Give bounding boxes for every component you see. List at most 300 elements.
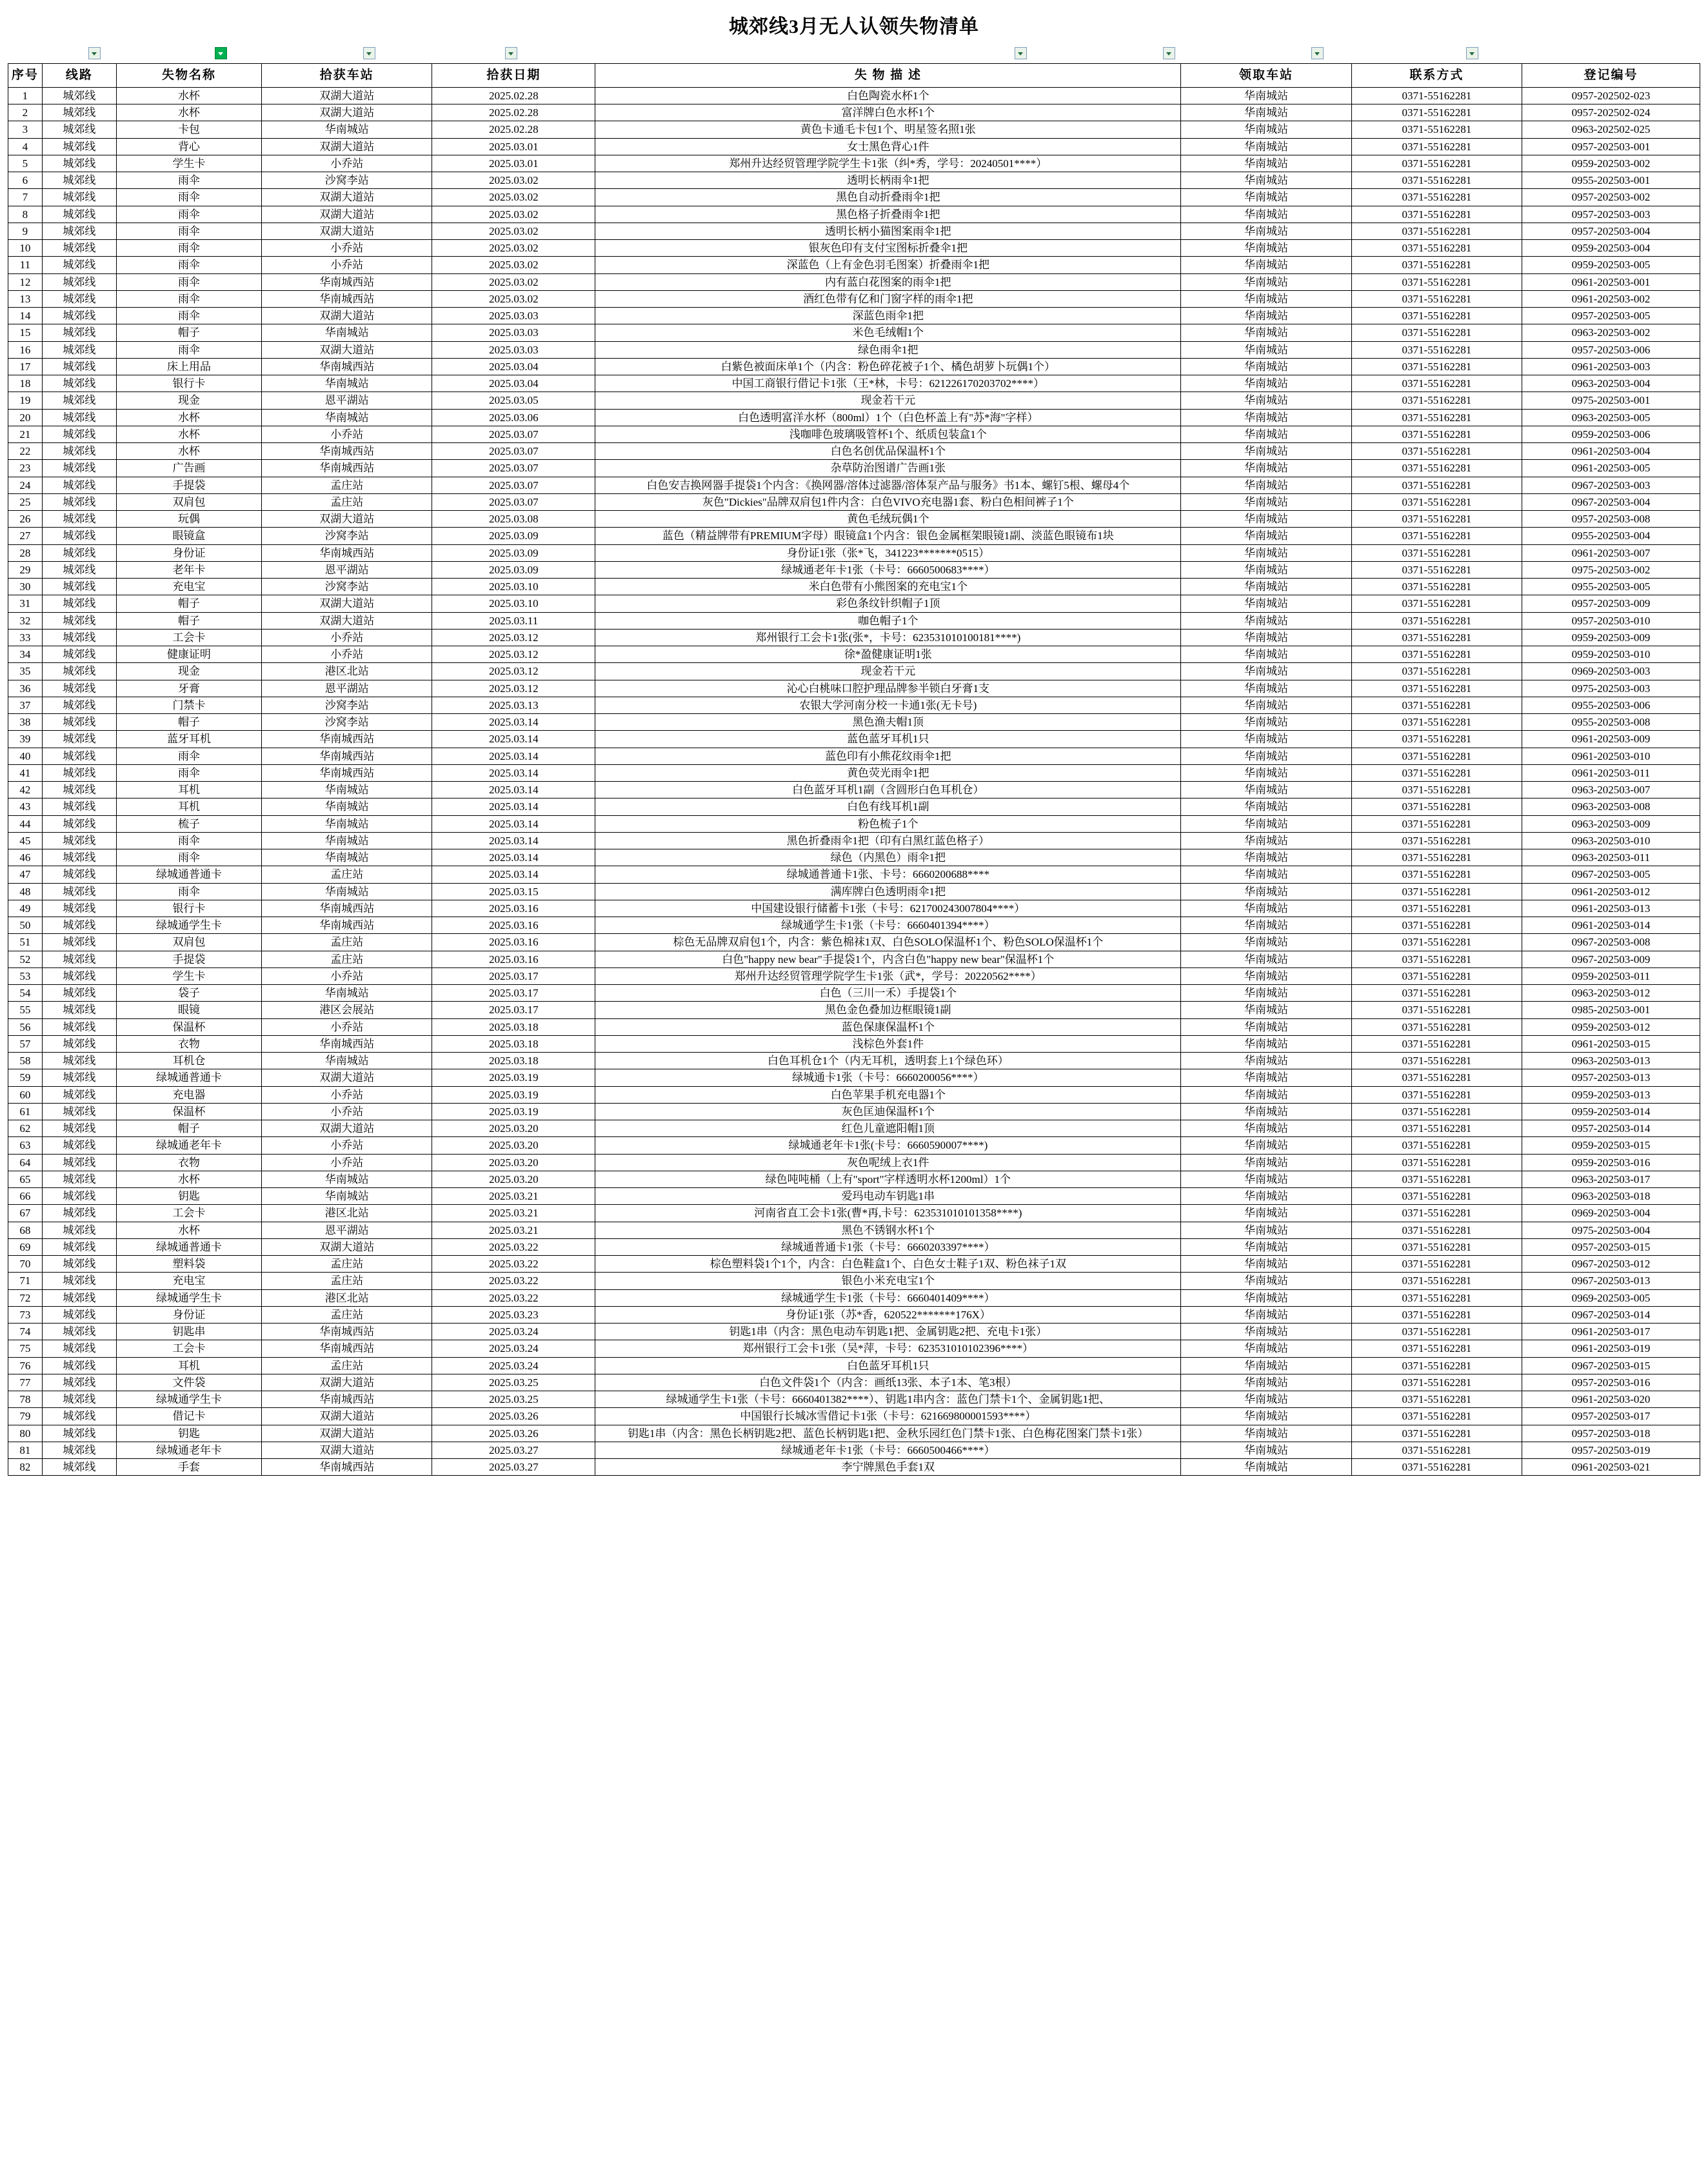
table-row [8, 1306, 1700, 1323]
cell-拾获日期: 2025.03.07 [432, 477, 595, 493]
cell-拾获车站: 华南城站 [262, 1188, 432, 1205]
table-row [8, 782, 1700, 798]
cell-联系方式: 0371-55162281 [1351, 460, 1522, 477]
table-row [8, 273, 1700, 290]
cell-联系方式: 0371-55162281 [1351, 1035, 1522, 1052]
cell-失 物 描 述: 身份证1张（苏*香，620522*******176X） [595, 1306, 1181, 1323]
cell-拾获车站: 双湖大道站 [262, 1120, 432, 1137]
cell-登记编号: 0961-202503-010 [1522, 748, 1700, 764]
cell-序号: 74 [8, 1324, 43, 1340]
cell-序号: 52 [8, 951, 43, 967]
cell-失 物 描 述: 白色陶瓷水杯1个 [595, 87, 1181, 104]
cell-拾获日期: 2025.02.28 [432, 104, 595, 121]
cell-联系方式: 0371-55162281 [1351, 1340, 1522, 1357]
cell-登记编号: 0963-202503-002 [1522, 324, 1700, 341]
cell-联系方式: 0371-55162281 [1351, 748, 1522, 764]
cell-联系方式: 0371-55162281 [1351, 731, 1522, 748]
cell-拾获日期: 2025.03.16 [432, 934, 595, 951]
table-row [8, 1035, 1700, 1052]
table-row [8, 815, 1700, 832]
cell-失 物 描 述: 白色有线耳机1副 [595, 798, 1181, 815]
cell-拾获车站: 小乔站 [262, 1154, 432, 1171]
cell-登记编号: 0963-202503-007 [1522, 782, 1700, 798]
cell-拾获车站: 小乔站 [262, 1103, 432, 1120]
cell-登记编号: 0961-202503-011 [1522, 764, 1700, 781]
cell-登记编号: 0969-202503-005 [1522, 1289, 1700, 1306]
cell-拾获日期: 2025.03.24 [432, 1357, 595, 1374]
cell-线路: 城郊线 [42, 511, 116, 528]
cell-拾获日期: 2025.03.14 [432, 748, 595, 764]
cell-联系方式: 0371-55162281 [1351, 528, 1522, 544]
table-row [8, 511, 1700, 528]
cell-联系方式: 0371-55162281 [1351, 832, 1522, 849]
cell-序号: 15 [8, 324, 43, 341]
cell-拾获日期: 2025.03.27 [432, 1459, 595, 1476]
cell-联系方式: 0371-55162281 [1351, 324, 1522, 341]
cell-拾获日期: 2025.03.20 [432, 1171, 595, 1187]
cell-登记编号: 0959-202503-009 [1522, 629, 1700, 646]
cell-拾获日期: 2025.03.01 [432, 155, 595, 172]
cell-拾获日期: 2025.03.20 [432, 1137, 595, 1154]
cell-拾获车站: 双湖大道站 [262, 104, 432, 121]
cell-拾获车站: 华南城站 [262, 409, 432, 426]
cell-拾获车站: 华南城西站 [262, 290, 432, 307]
table-row [8, 680, 1700, 697]
cell-失 物 描 述: 白紫色被面床单1个（内含：粉色碎花被子1个、橘色胡萝卜玩偶1个） [595, 358, 1181, 375]
cell-联系方式: 0371-55162281 [1351, 782, 1522, 798]
cell-领取车站: 华南城站 [1181, 1188, 1351, 1205]
cell-领取车站: 华南城站 [1181, 1002, 1351, 1018]
cell-失物名称: 绿城通普通卡 [116, 1238, 261, 1255]
cell-联系方式: 0371-55162281 [1351, 172, 1522, 189]
cell-线路: 城郊线 [42, 1120, 116, 1137]
table-row [8, 290, 1700, 307]
cell-拾获日期: 2025.03.09 [432, 561, 595, 578]
cell-登记编号: 0975-202503-001 [1522, 392, 1700, 409]
table-row [8, 646, 1700, 663]
chevron-down-icon[interactable] [88, 47, 101, 59]
cell-登记编号: 0963-202503-005 [1522, 409, 1700, 426]
column-header-6: 领取车站 [1181, 64, 1351, 88]
cell-拾获车站: 双湖大道站 [262, 612, 432, 629]
cell-线路: 城郊线 [42, 1171, 116, 1187]
cell-线路: 城郊线 [42, 934, 116, 951]
table-row [8, 528, 1700, 544]
cell-领取车站: 华南城站 [1181, 748, 1351, 764]
cell-序号: 70 [8, 1256, 43, 1273]
cell-失物名称: 绿城通普通卡 [116, 1069, 261, 1086]
cell-序号: 32 [8, 612, 43, 629]
cell-联系方式: 0371-55162281 [1351, 1289, 1522, 1306]
cell-拾获车站: 双湖大道站 [262, 87, 432, 104]
cell-拾获日期: 2025.03.27 [432, 1442, 595, 1458]
cell-登记编号: 0967-202503-012 [1522, 1256, 1700, 1273]
cell-失物名称: 蓝牙耳机 [116, 731, 261, 748]
cell-线路: 城郊线 [42, 392, 116, 409]
filter-cell-联系方式[interactable] [1177, 45, 1325, 62]
chevron-down-icon[interactable] [363, 47, 375, 59]
cell-失 物 描 述: 蓝色保康保温杯1个 [595, 1018, 1181, 1035]
cell-拾获日期: 2025.03.17 [432, 985, 595, 1002]
cell-线路: 城郊线 [42, 1205, 116, 1222]
cell-拾获日期: 2025.03.14 [432, 731, 595, 748]
cell-拾获车站: 双湖大道站 [262, 308, 432, 324]
cell-线路: 城郊线 [42, 341, 116, 358]
cell-线路: 城郊线 [42, 1018, 116, 1035]
cell-失 物 描 述: 富洋牌白色水杯1个 [595, 104, 1181, 121]
cell-领取车站: 华南城站 [1181, 358, 1351, 375]
cell-拾获日期: 2025.03.21 [432, 1205, 595, 1222]
cell-序号: 68 [8, 1222, 43, 1238]
cell-联系方式: 0371-55162281 [1351, 341, 1522, 358]
filter-cell-登记编号[interactable] [1325, 45, 1480, 62]
cell-拾获车站: 孟庄站 [262, 866, 432, 883]
cell-领取车站: 华南城站 [1181, 815, 1351, 832]
cell-失 物 描 述: 彩色条纹针织帽子1顶 [595, 595, 1181, 612]
cell-领取车站: 华南城站 [1181, 1238, 1351, 1255]
cell-失物名称: 帽子 [116, 595, 261, 612]
cell-序号: 80 [8, 1425, 43, 1442]
cell-序号: 78 [8, 1391, 43, 1408]
cell-领取车站: 华南城站 [1181, 409, 1351, 426]
chevron-down-icon[interactable] [1015, 47, 1027, 59]
column-header-4: 拾获日期 [432, 64, 595, 88]
cell-失物名称: 工会卡 [116, 1205, 261, 1222]
cell-序号: 14 [8, 308, 43, 324]
cell-线路: 城郊线 [42, 1256, 116, 1273]
cell-拾获日期: 2025.03.16 [432, 951, 595, 967]
cell-登记编号: 0963-202502-025 [1522, 121, 1700, 138]
table-row [8, 1137, 1700, 1154]
cell-线路: 城郊线 [42, 849, 116, 866]
cell-拾获车站: 华南城西站 [262, 748, 432, 764]
filter-cell-拾获日期[interactable] [377, 45, 519, 62]
cell-失物名称: 帽子 [116, 324, 261, 341]
cell-拾获日期: 2025.03.14 [432, 764, 595, 781]
cell-登记编号: 0967-202503-009 [1522, 951, 1700, 967]
cell-拾获日期: 2025.03.15 [432, 883, 595, 900]
cell-序号: 31 [8, 595, 43, 612]
cell-失 物 描 述: 蓝色印有小熊花纹雨伞1把 [595, 748, 1181, 764]
cell-拾获车站: 小乔站 [262, 967, 432, 984]
cell-联系方式: 0371-55162281 [1351, 392, 1522, 409]
cell-登记编号: 0961-202503-014 [1522, 917, 1700, 934]
cell-领取车站: 华南城站 [1181, 1205, 1351, 1222]
cell-失物名称: 工会卡 [116, 629, 261, 646]
cell-失物名称: 保温杯 [116, 1103, 261, 1120]
cell-领取车站: 华南城站 [1181, 1256, 1351, 1273]
cell-失 物 描 述: 现金若干元 [595, 392, 1181, 409]
cell-拾获车站: 华南城西站 [262, 460, 432, 477]
table-row [8, 663, 1700, 680]
cell-序号: 34 [8, 646, 43, 663]
cell-登记编号: 0975-202503-002 [1522, 561, 1700, 578]
cell-联系方式: 0371-55162281 [1351, 1425, 1522, 1442]
cell-拾获车站: 华南城西站 [262, 443, 432, 460]
cell-失物名称: 门禁卡 [116, 697, 261, 713]
cell-拾获车站: 双湖大道站 [262, 595, 432, 612]
chevron-down-icon-active[interactable] [215, 47, 227, 59]
cell-失 物 描 述: 女士黑色背心1件 [595, 138, 1181, 155]
cell-登记编号: 0959-202503-004 [1522, 240, 1700, 257]
cell-失 物 描 述: 绿城通老年卡1张（卡号：6660500466****） [595, 1442, 1181, 1458]
cell-联系方式: 0371-55162281 [1351, 189, 1522, 206]
chevron-down-icon[interactable] [1311, 47, 1324, 59]
table-row [8, 426, 1700, 442]
cell-拾获日期: 2025.03.07 [432, 460, 595, 477]
cell-拾获日期: 2025.03.20 [432, 1154, 595, 1171]
cell-联系方式: 0371-55162281 [1351, 1238, 1522, 1255]
table-row [8, 324, 1700, 341]
cell-登记编号: 0957-202503-017 [1522, 1408, 1700, 1425]
cell-线路: 城郊线 [42, 680, 116, 697]
cell-失物名称: 玩偶 [116, 511, 261, 528]
cell-领取车站: 华南城站 [1181, 528, 1351, 544]
table-row [8, 308, 1700, 324]
filter-cell-拾获车站[interactable] [228, 45, 377, 62]
cell-领取车站: 华南城站 [1181, 1306, 1351, 1323]
cell-失物名称: 袋子 [116, 985, 261, 1002]
cell-线路: 城郊线 [42, 1222, 116, 1238]
cell-领取车站: 华南城站 [1181, 223, 1351, 239]
cell-联系方式: 0371-55162281 [1351, 493, 1522, 510]
cell-联系方式: 0371-55162281 [1351, 477, 1522, 493]
cell-领取车站: 华南城站 [1181, 985, 1351, 1002]
table-row [8, 1002, 1700, 1018]
cell-失物名称: 塑料袋 [116, 1256, 261, 1273]
filter-cell-线路[interactable] [37, 45, 102, 62]
cell-线路: 城郊线 [42, 544, 116, 561]
column-header-8: 登记编号 [1522, 64, 1700, 88]
table-row [8, 764, 1700, 781]
cell-登记编号: 0961-202503-002 [1522, 290, 1700, 307]
cell-失物名称: 帽子 [116, 612, 261, 629]
table-row [8, 189, 1700, 206]
lost-items-table [8, 63, 1700, 1476]
cell-序号: 76 [8, 1357, 43, 1374]
cell-登记编号: 0961-202503-001 [1522, 273, 1700, 290]
cell-失物名称: 水杯 [116, 1222, 261, 1238]
cell-拾获日期: 2025.03.02 [432, 290, 595, 307]
cell-失物名称: 雨伞 [116, 748, 261, 764]
column-header-1: 线路 [42, 64, 116, 88]
cell-领取车站: 华南城站 [1181, 1069, 1351, 1086]
cell-拾获车站: 双湖大道站 [262, 1425, 432, 1442]
cell-联系方式: 0371-55162281 [1351, 443, 1522, 460]
cell-线路: 城郊线 [42, 1188, 116, 1205]
cell-失物名称: 绿城通老年卡 [116, 1137, 261, 1154]
cell-联系方式: 0371-55162281 [1351, 375, 1522, 392]
cell-登记编号: 0959-202503-012 [1522, 1018, 1700, 1035]
table-row [8, 392, 1700, 409]
cell-序号: 53 [8, 967, 43, 984]
cell-失 物 描 述: 米色毛绒帽1个 [595, 324, 1181, 341]
cell-线路: 城郊线 [42, 206, 116, 223]
cell-联系方式: 0371-55162281 [1351, 206, 1522, 223]
cell-登记编号: 0967-202503-015 [1522, 1357, 1700, 1374]
cell-联系方式: 0371-55162281 [1351, 866, 1522, 883]
table-row [8, 172, 1700, 189]
cell-拾获日期: 2025.03.09 [432, 528, 595, 544]
cell-拾获日期: 2025.03.18 [432, 1035, 595, 1052]
cell-线路: 城郊线 [42, 697, 116, 713]
cell-领取车站: 华南城站 [1181, 273, 1351, 290]
cell-失物名称: 文件袋 [116, 1374, 261, 1391]
cell-拾获日期: 2025.03.04 [432, 375, 595, 392]
cell-拾获车站: 港区会展站 [262, 1002, 432, 1018]
cell-领取车站: 华南城站 [1181, 1018, 1351, 1035]
cell-失 物 描 述: 河南省直工会卡1张(曹*再,卡号：623531010101358****) [595, 1205, 1181, 1222]
cell-拾获车站: 港区北站 [262, 663, 432, 680]
filter-cell-领取车站[interactable] [1028, 45, 1177, 62]
cell-失物名称: 耳机 [116, 1357, 261, 1374]
cell-登记编号: 0961-202503-021 [1522, 1459, 1700, 1476]
cell-领取车站: 华南城站 [1181, 579, 1351, 595]
cell-领取车站: 华南城站 [1181, 121, 1351, 138]
cell-领取车站: 华南城站 [1181, 764, 1351, 781]
cell-拾获车站: 双湖大道站 [262, 1238, 432, 1255]
cell-线路: 城郊线 [42, 409, 116, 426]
cell-联系方式: 0371-55162281 [1351, 138, 1522, 155]
cell-失 物 描 述: 绿色（内黑色）雨伞1把 [595, 849, 1181, 866]
table-row [8, 1103, 1700, 1120]
cell-失物名称: 背心 [116, 138, 261, 155]
cell-失物名称: 充电器 [116, 1086, 261, 1103]
cell-序号: 22 [8, 443, 43, 460]
cell-领取车站: 华南城站 [1181, 782, 1351, 798]
cell-拾获车站: 华南城站 [262, 849, 432, 866]
table-row [8, 460, 1700, 477]
cell-序号: 73 [8, 1306, 43, 1323]
cell-失物名称: 床上用品 [116, 358, 261, 375]
cell-拾获日期: 2025.03.10 [432, 579, 595, 595]
chevron-down-icon[interactable] [1466, 47, 1478, 59]
cell-失 物 描 述: 黑色金色叠加边框眼镜1副 [595, 1002, 1181, 1018]
cell-序号: 51 [8, 934, 43, 951]
cell-联系方式: 0371-55162281 [1351, 951, 1522, 967]
cell-序号: 58 [8, 1053, 43, 1069]
cell-序号: 77 [8, 1374, 43, 1391]
cell-拾获车站: 港区北站 [262, 1289, 432, 1306]
cell-领取车站: 华南城站 [1181, 257, 1351, 273]
cell-拾获日期: 2025.03.14 [432, 815, 595, 832]
cell-领取车站: 华南城站 [1181, 1171, 1351, 1187]
cell-失物名称: 耳机仓 [116, 1053, 261, 1069]
cell-拾获车站: 恩平湖站 [262, 1222, 432, 1238]
cell-线路: 城郊线 [42, 308, 116, 324]
cell-失物名称: 绿城通普通卡 [116, 866, 261, 883]
table-row [8, 798, 1700, 815]
cell-失物名称: 保温杯 [116, 1018, 261, 1035]
cell-登记编号: 0967-202503-005 [1522, 866, 1700, 883]
cell-登记编号: 0955-202503-006 [1522, 697, 1700, 713]
cell-失 物 描 述: 银色小米充电宝1个 [595, 1273, 1181, 1289]
table-row [8, 1273, 1700, 1289]
cell-领取车站: 华南城站 [1181, 104, 1351, 121]
cell-序号: 28 [8, 544, 43, 561]
column-header-0: 序号 [8, 64, 43, 88]
table-row [8, 206, 1700, 223]
cell-失物名称: 水杯 [116, 409, 261, 426]
cell-失 物 描 述: 灰色匡迪保温杯1个 [595, 1103, 1181, 1120]
table-row [8, 917, 1700, 934]
table-row [8, 341, 1700, 358]
cell-拾获日期: 2025.03.24 [432, 1324, 595, 1340]
cell-联系方式: 0371-55162281 [1351, 1273, 1522, 1289]
cell-联系方式: 0371-55162281 [1351, 240, 1522, 257]
cell-登记编号: 0957-202503-003 [1522, 206, 1700, 223]
cell-失物名称: 学生卡 [116, 155, 261, 172]
table-row [8, 849, 1700, 866]
cell-拾获车站: 沙窝李站 [262, 528, 432, 544]
table-row [8, 1018, 1700, 1035]
cell-联系方式: 0371-55162281 [1351, 426, 1522, 442]
cell-线路: 城郊线 [42, 172, 116, 189]
cell-拾获日期: 2025.03.21 [432, 1188, 595, 1205]
cell-失物名称: 身份证 [116, 544, 261, 561]
cell-拾获日期: 2025.03.18 [432, 1018, 595, 1035]
chevron-down-icon[interactable] [1163, 47, 1175, 59]
cell-登记编号: 0959-202503-005 [1522, 257, 1700, 273]
cell-拾获车站: 小乔站 [262, 257, 432, 273]
cell-领取车站: 华南城站 [1181, 308, 1351, 324]
cell-失 物 描 述: 透明长柄小猫图案雨伞1把 [595, 223, 1181, 239]
cell-拾获日期: 2025.03.03 [432, 308, 595, 324]
cell-登记编号: 0967-202503-003 [1522, 477, 1700, 493]
cell-领取车站: 华南城站 [1181, 138, 1351, 155]
cell-登记编号: 0959-202503-010 [1522, 646, 1700, 663]
filter-cell-失物描述[interactable] [519, 45, 1028, 62]
cell-拾获车站: 华南城站 [262, 883, 432, 900]
table-row [8, 900, 1700, 917]
cell-序号: 30 [8, 579, 43, 595]
cell-失物名称: 充电宝 [116, 1273, 261, 1289]
cell-登记编号: 0975-202503-003 [1522, 680, 1700, 697]
cell-拾获日期: 2025.02.28 [432, 87, 595, 104]
cell-序号: 50 [8, 917, 43, 934]
cell-失 物 描 述: 钥匙1串（内含：黑色长柄钥匙2把、蓝色长柄钥匙1把、金秋乐园红色门禁卡1张、白色梅花图案门禁卡1张） [595, 1425, 1181, 1442]
cell-拾获车站: 华南城西站 [262, 1391, 432, 1408]
cell-线路: 城郊线 [42, 324, 116, 341]
cell-联系方式: 0371-55162281 [1351, 798, 1522, 815]
cell-失物名称: 手提袋 [116, 951, 261, 967]
filter-cell-失物名称[interactable] [102, 45, 228, 62]
cell-失 物 描 述: 绿城通卡1张（卡号：6660200056****） [595, 1069, 1181, 1086]
cell-登记编号: 0967-202503-008 [1522, 934, 1700, 951]
cell-登记编号: 0957-202502-023 [1522, 87, 1700, 104]
cell-序号: 39 [8, 731, 43, 748]
cell-登记编号: 0957-202503-009 [1522, 595, 1700, 612]
table-row [8, 866, 1700, 883]
cell-领取车站: 华南城站 [1181, 1459, 1351, 1476]
cell-失 物 描 述: 内有蓝白花图案的雨伞1把 [595, 273, 1181, 290]
cell-失 物 描 述: 白色"happy new bear"手提袋1个，内含白色"happy new bear"保温杯1个 [595, 951, 1181, 967]
table-row [8, 477, 1700, 493]
cell-失 物 描 述: 酒红色带有亿和门窗字样的雨伞1把 [595, 290, 1181, 307]
cell-失 物 描 述: 农银大学河南分校一卡通1张(无卡号) [595, 697, 1181, 713]
cell-拾获日期: 2025.03.02 [432, 206, 595, 223]
cell-联系方式: 0371-55162281 [1351, 697, 1522, 713]
cell-拾获车站: 双湖大道站 [262, 189, 432, 206]
chevron-down-icon[interactable] [505, 47, 517, 59]
table-row [8, 104, 1700, 121]
cell-登记编号: 0967-202503-013 [1522, 1273, 1700, 1289]
table-row [8, 629, 1700, 646]
cell-登记编号: 0967-202503-014 [1522, 1306, 1700, 1323]
cell-失物名称: 钥匙串 [116, 1324, 261, 1340]
cell-失 物 描 述: 绿城通普通卡1张、卡号：6660200688**** [595, 866, 1181, 883]
cell-失物名称: 手套 [116, 1459, 261, 1476]
